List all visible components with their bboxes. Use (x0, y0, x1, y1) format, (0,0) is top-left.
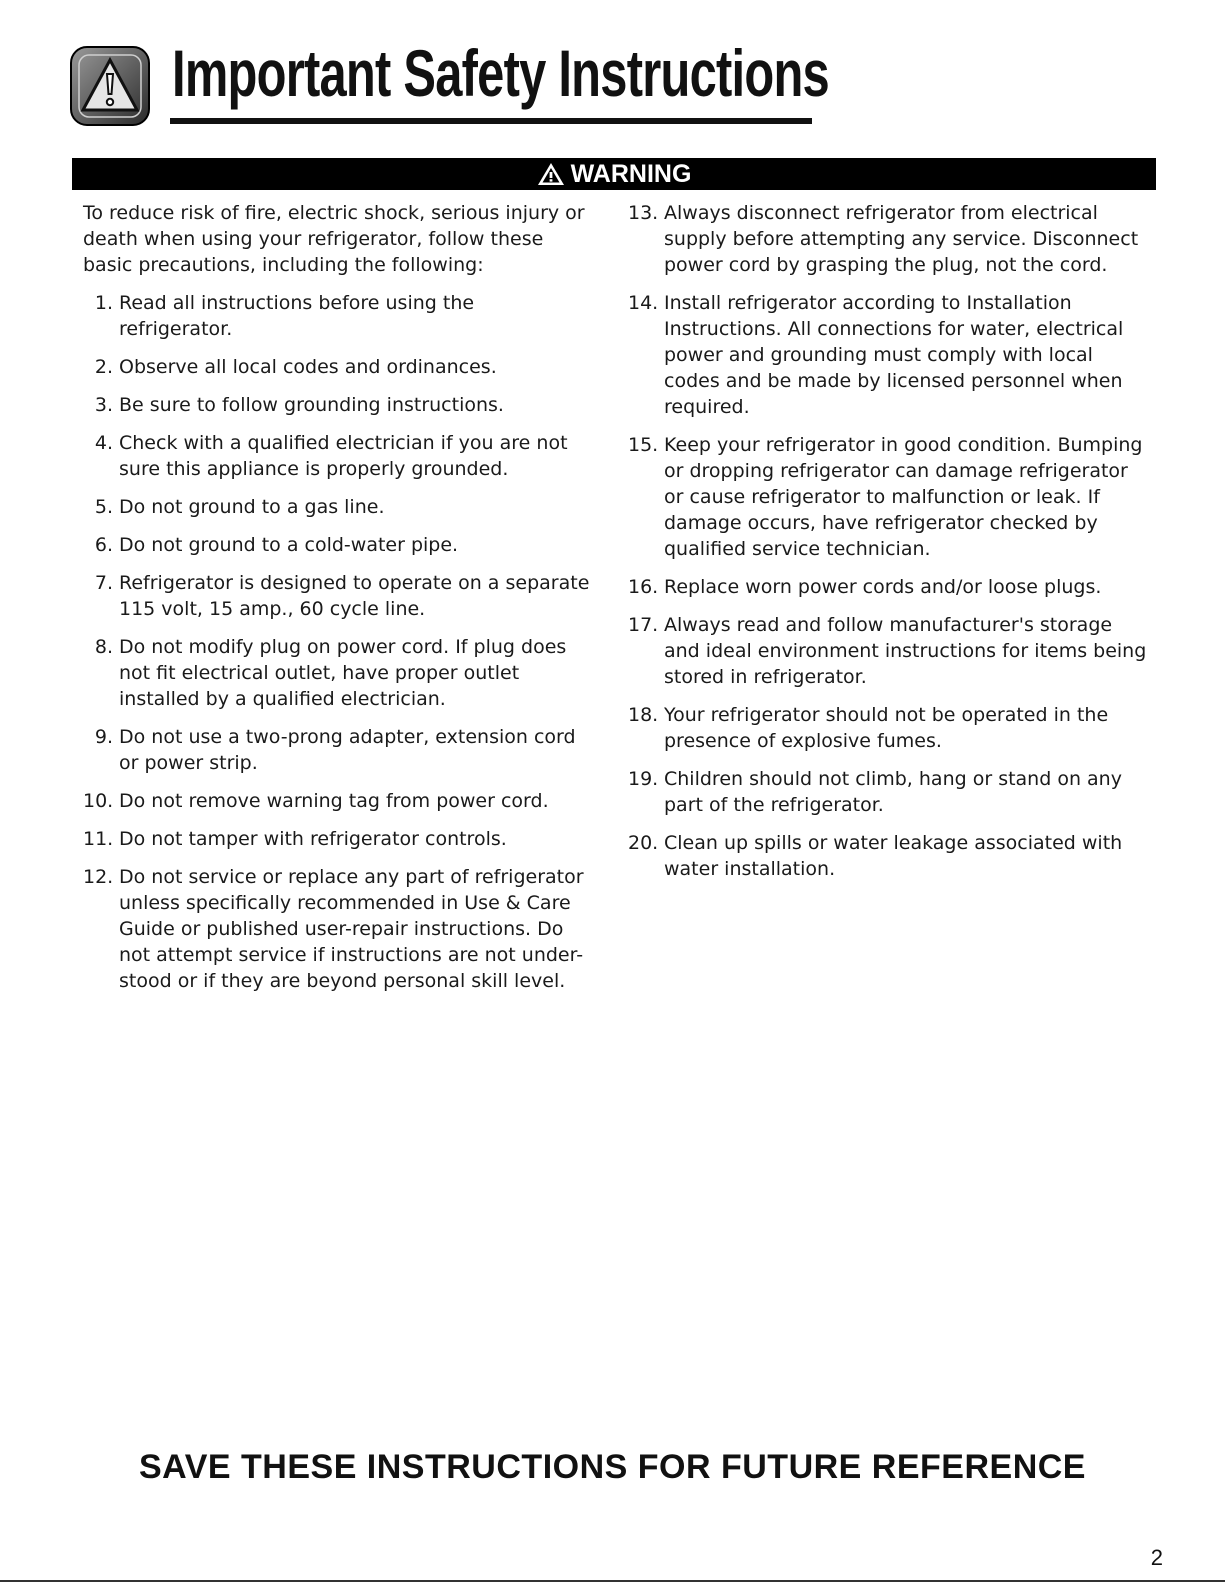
list-item (628, 830, 1148, 882)
list-item (628, 200, 1148, 278)
item-number: 5. (94, 496, 113, 518)
item-text: Do not ground to a cold-water pipe. (119, 534, 459, 556)
item-number: 14. (628, 292, 659, 314)
list-item (83, 864, 593, 994)
list-item (83, 290, 593, 342)
safety-list-right (628, 200, 1148, 882)
title-underline (170, 118, 812, 124)
item-text: Replace worn power cords and/or loose plugs. (664, 576, 1102, 598)
page-number: 2 (1150, 1545, 1163, 1570)
item-number: 11. (83, 828, 114, 850)
item-text: Check with a qualified electrician if you are not sure this appliance is properly grounded. (119, 432, 568, 480)
list-item (83, 392, 593, 418)
item-text: Do not remove warning tag from power cord. (119, 790, 549, 812)
bottom-rule (0, 1580, 1225, 1582)
warning-label: WARNING (570, 159, 692, 188)
item-number: 17. (628, 614, 659, 636)
item-text: Always disconnect refrigerator from electrical supply before attempting any service. Disconnect power cord by grasping the plug, not the cord. (664, 202, 1139, 276)
item-text: Always read and follow manufacturer's storage and ideal environment instructions for items being stored in refrigerator. (664, 614, 1147, 688)
item-number: 4. (94, 432, 113, 454)
list-item (628, 432, 1148, 562)
item-number: 2. (94, 356, 113, 378)
item-text: Do not tamper with refrigerator controls. (119, 828, 507, 850)
item-text: Be sure to follow grounding instructions. (119, 394, 504, 416)
item-number: 10. (83, 790, 114, 812)
list-item (83, 634, 593, 712)
list-item (628, 290, 1148, 420)
item-number: 9. (94, 726, 113, 748)
item-number: 8. (94, 636, 113, 658)
list-item (83, 354, 593, 380)
page-header (70, 34, 830, 130)
list-item (83, 724, 593, 776)
list-item (83, 788, 593, 814)
item-number: 3. (94, 394, 113, 416)
warning-triangle-icon (537, 162, 565, 186)
list-item (83, 532, 593, 558)
item-text: Your refrigerator should not be operated in the presence of explosive fumes. (664, 704, 1109, 752)
item-number: 20. (628, 832, 659, 854)
list-item (83, 570, 593, 622)
safety-list-left (83, 290, 593, 994)
list-item (628, 702, 1148, 754)
list-item (83, 430, 593, 482)
warning-banner (72, 158, 1156, 190)
item-number: 15. (628, 434, 659, 456)
item-text: Do not ground to a gas line. (119, 496, 385, 518)
page-title: Important Safety Instructions (172, 36, 829, 110)
intro-text: To reduce risk of fire, electric shock, serious injury or death when using your refrigerator, follow these basic precautions, including the following: (83, 202, 585, 276)
item-number: 13. (628, 202, 659, 224)
item-text: Do not modify plug on power cord. If plug does not fit electrical outlet, have proper outlet installed by a qualified electrician. (119, 636, 567, 710)
item-number: 1. (94, 292, 113, 314)
item-number: 19. (628, 768, 659, 790)
item-text: Observe all local codes and ordinances. (119, 356, 497, 378)
item-text: Do not service or replace any part of refrigerator unless specifically recommended in Use & Care Guide or published user-repair instructions. Do not attempt service if instructions are not under-stood or if they are beyond personal skill level. (119, 866, 584, 992)
left-column (83, 200, 593, 1006)
list-item (83, 826, 593, 852)
item-text: Children should not climb, hang or stand on any part of the refrigerator. (664, 768, 1122, 816)
item-text: Clean up spills or water leakage associated with water installation. (664, 832, 1123, 880)
item-number: 18. (628, 704, 659, 726)
item-text: Read all instructions before using the refrigerator. (119, 292, 475, 340)
list-item (628, 574, 1148, 600)
item-text: Keep your refrigerator in good condition. Bumping or dropping refrigerator can damage refrigerator or cause refrigerator to malfunction or leak. If damage occurs, have refrigerator checked by qualified service technician. (664, 434, 1143, 560)
caution-icon (70, 46, 150, 126)
footer-title: SAVE THESE INSTRUCTIONS FOR FUTURE REFERENCE (139, 1448, 1086, 1486)
item-number: 7. (94, 572, 113, 594)
list-item (83, 494, 593, 520)
item-number: 16. (628, 576, 659, 598)
list-item (628, 766, 1148, 818)
right-column (628, 200, 1148, 894)
item-text: Do not use a two-prong adapter, extension cord or power strip. (119, 726, 576, 774)
item-text: Install refrigerator according to Installation Instructions. All connections for water, electrical power and grounding must comply with local codes and be made by licensed personnel when required. (664, 292, 1124, 418)
list-item (628, 612, 1148, 690)
item-number: 6. (94, 534, 113, 556)
item-number: 12. (83, 866, 114, 888)
item-text: Refrigerator is designed to operate on a separate 115 volt, 15 amp., 60 cycle line. (119, 572, 590, 620)
